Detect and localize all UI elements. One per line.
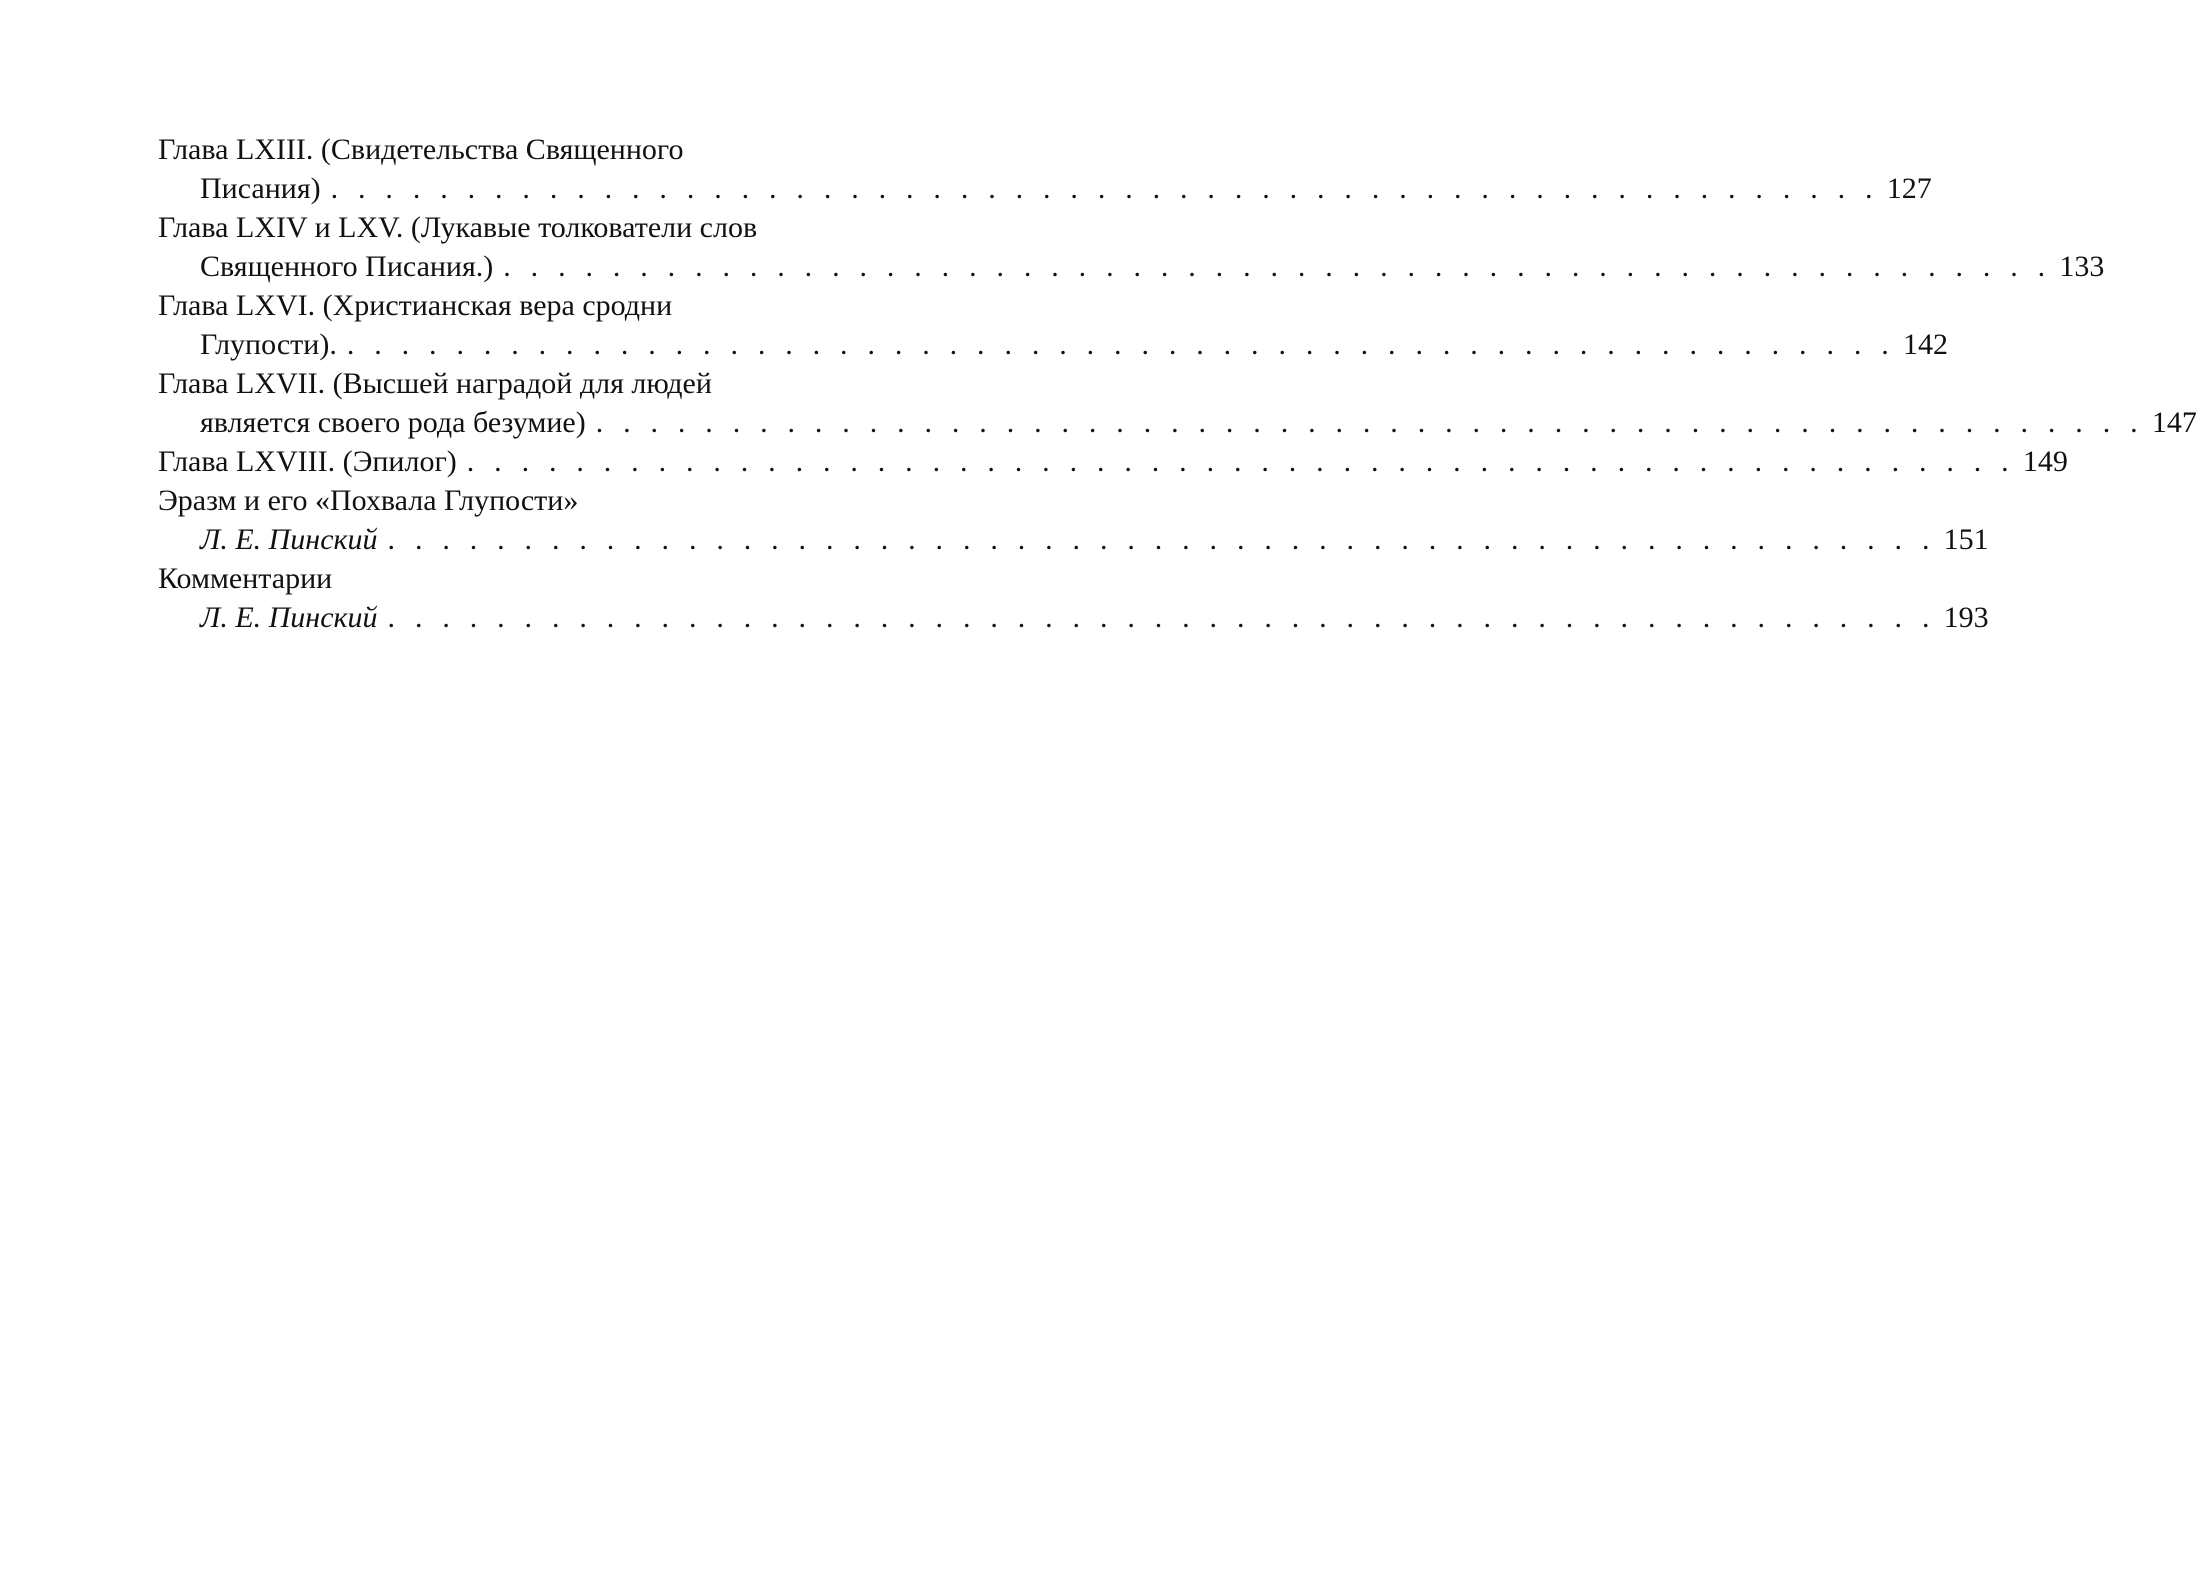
toc-page-number: 147 — [2151, 406, 2197, 439]
toc-entry[interactable] — [158, 208, 2105, 286]
toc-page-number: 133 — [2059, 250, 2105, 283]
dot-leader: . . . . . . . . . . . . . . . . . . . . . . . . . . . . . . . . . . . . . . . . . . . . . . . . . . . . . . . . . — [387, 523, 1936, 556]
toc-entry-author: Л. Е. Пинский — [200, 523, 378, 556]
toc-entry-last-line — [158, 247, 2105, 286]
toc-entry-title: Глава LXVIII. (Эпилог) — [158, 445, 457, 478]
toc-entry-last-line — [158, 403, 2197, 442]
toc-entry-title: Глава LXVII. (Высшей наградой для людей — [158, 367, 712, 400]
toc-page-number: 127 — [1886, 172, 1932, 205]
dot-leader: . . . . . . . . . . . . . . . . . . . . . . . . . . . . . . . . . . . . . . . . . . . . . . . . . . . . . . . . . — [387, 601, 1936, 634]
toc-page-number: 142 — [1902, 328, 1948, 361]
toc-entry[interactable] — [158, 364, 2197, 442]
toc-entry[interactable] — [158, 130, 1932, 208]
toc-entry-title: Глава LXVI. (Христианская вера сродни — [158, 289, 673, 322]
toc-entry-last-line — [158, 325, 1948, 364]
dot-leader: . . . . . . . . . . . . . . . . . . . . . . . . . . . . . . . . . . . . . . . . . . . . . . . . . . . . . . . . . — [466, 445, 2015, 478]
toc-entry-author: Л. Е. Пинский — [200, 601, 378, 634]
toc-entry[interactable] — [158, 559, 1989, 637]
toc-entry[interactable] — [158, 481, 1989, 559]
toc-entry-title: Глава LXIV и LXV. (Лукавые толкователи слов — [158, 211, 758, 244]
dot-leader: . . . . . . . . . . . . . . . . . . . . . . . . . . . . . . . . . . . . . . . . . . . . . . . . . . . . . . . . . — [346, 328, 1895, 361]
toc-entry-title: Комментарии — [158, 562, 333, 595]
toc-entry-last-line — [158, 169, 1932, 208]
toc-entry-continuation: Писания) — [200, 172, 321, 205]
toc-entry-title: Глава LXIII. (Свидетельства Священного — [158, 133, 684, 166]
dot-leader: . . . . . . . . . . . . . . . . . . . . . . . . . . . . . . . . . . . . . . . . . . . . . . . . . . . . . . . . . — [330, 172, 1879, 205]
toc-entry-last-line — [158, 442, 2068, 481]
dot-leader: . . . . . . . . . . . . . . . . . . . . . . . . . . . . . . . . . . . . . . . . . . . . . . . . . . . . . . . . . — [595, 406, 2144, 439]
toc-entry[interactable] — [158, 286, 1948, 364]
toc-entry-continuation: является своего рода безумие) — [200, 406, 586, 439]
toc-entry-continuation: Глупости). — [200, 328, 337, 361]
table-of-contents — [158, 130, 2197, 637]
dot-leader: . . . . . . . . . . . . . . . . . . . . . . . . . . . . . . . . . . . . . . . . . . . . . . . . . . . . . . . . . — [503, 250, 2052, 283]
toc-entry-last-line — [158, 598, 1989, 637]
toc-page-number: 149 — [2022, 445, 2068, 478]
toc-page-number: 151 — [1943, 523, 1989, 556]
toc-entry-continuation: Священного Писания.) — [200, 250, 494, 283]
toc-entry[interactable] — [158, 442, 2068, 481]
toc-page-number: 193 — [1943, 601, 1989, 634]
toc-entry-title: Эразм и его «Похвала Глупости» — [158, 484, 579, 517]
toc-entry-last-line — [158, 520, 1989, 559]
